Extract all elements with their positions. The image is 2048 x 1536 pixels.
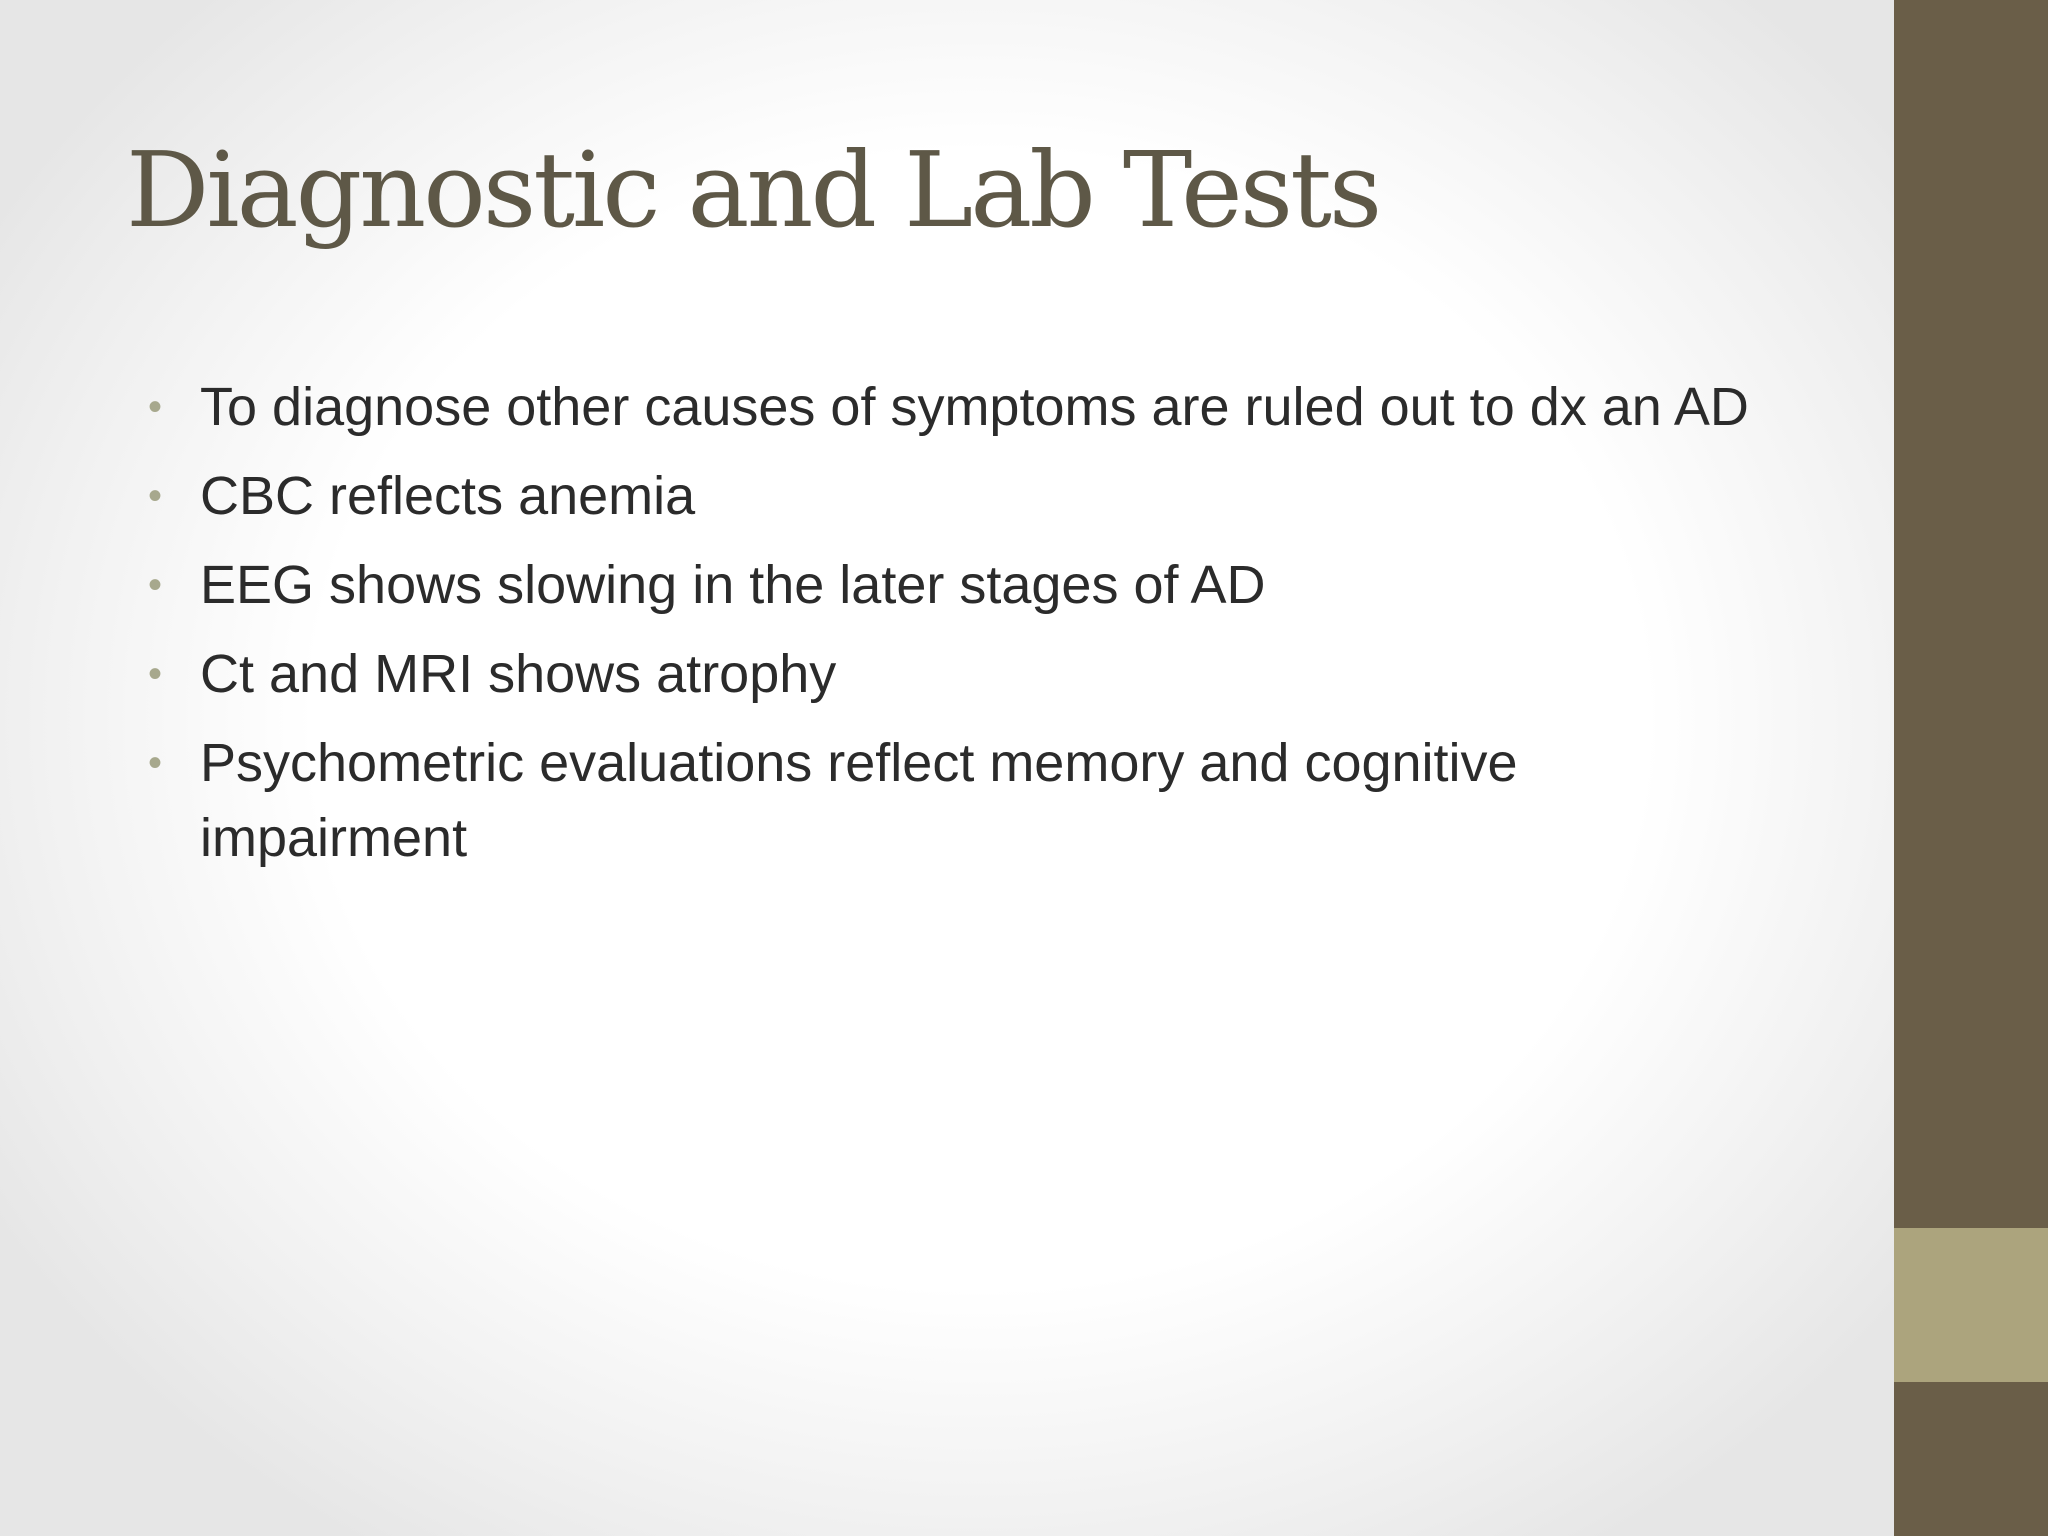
bullet-icon: • <box>148 474 163 518</box>
bullet-text: Psychometric evaluations reflect memory and cognitive impairment <box>200 733 1518 868</box>
bullet-icon: • <box>148 385 163 429</box>
slide-title: Diagnostic and Lab Tests <box>126 129 1380 251</box>
bullet-text: To diagnose other causes of symptoms are ruled out to dx an AD <box>200 377 1749 437</box>
bullet-text: CBC reflects anemia <box>200 466 696 526</box>
bullet-item <box>148 459 1768 534</box>
bullet-item <box>148 370 1768 445</box>
bullet-text: Ct and MRI shows atrophy <box>200 644 837 704</box>
bullet-item <box>148 726 1768 876</box>
bullet-item <box>148 637 1768 712</box>
bullet-text: EEG shows slowing in the later stages of AD <box>200 555 1266 615</box>
bullet-icon: • <box>148 741 163 785</box>
bullet-list <box>148 370 1768 890</box>
side-accent-block <box>1894 1228 2048 1382</box>
bullet-icon: • <box>148 563 163 607</box>
bullet-item <box>148 548 1768 623</box>
bullet-icon: • <box>148 652 163 696</box>
